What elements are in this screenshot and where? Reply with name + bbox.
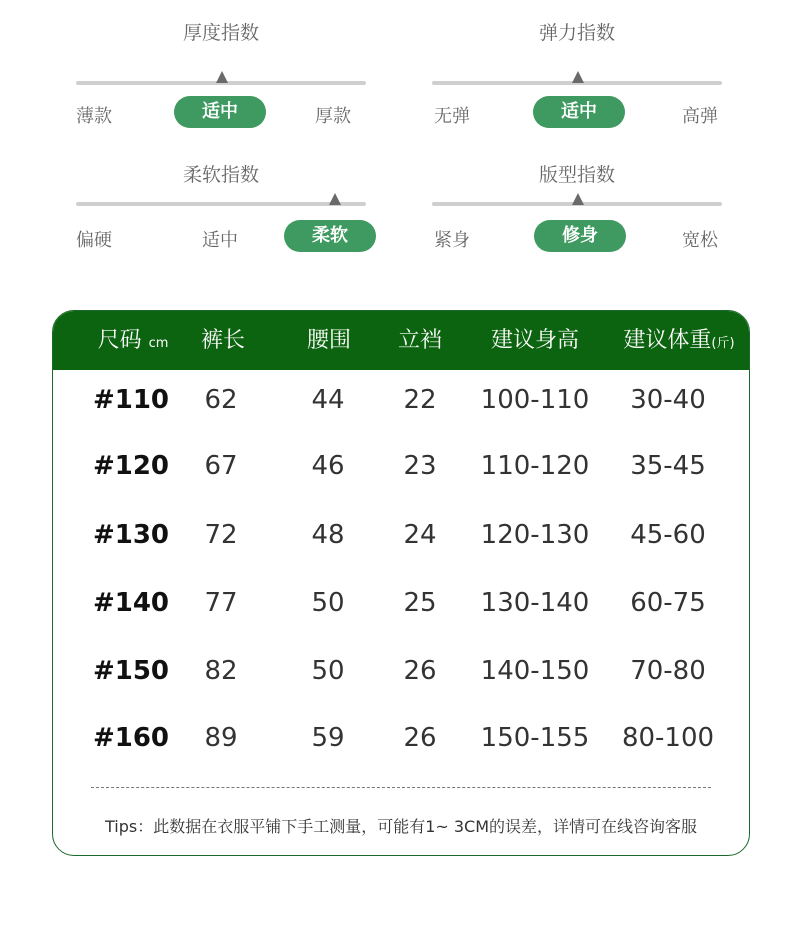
elasticity-index: [432, 18, 722, 138]
scale-title: 版型指数: [538, 164, 615, 186]
scale-label-right: 厚款: [315, 106, 351, 127]
cell-size: #120: [92, 451, 170, 481]
cell-size: #160: [92, 723, 170, 753]
cell-weight: 30-40: [630, 385, 706, 415]
cell-height: 120-130: [480, 520, 590, 550]
divider: [91, 787, 711, 788]
cell-size: #110: [92, 385, 170, 415]
header-weight-unit: (斤): [711, 336, 735, 351]
scale-label-selected: 修身: [534, 220, 626, 252]
scale-track: [76, 202, 366, 206]
cell-weight: 45-60: [630, 520, 706, 550]
scale-marker: [329, 193, 341, 205]
scale-label-right: 宽松: [682, 230, 718, 251]
scale-label-right: 高弹: [682, 106, 718, 127]
scale-label-selected: 柔软: [284, 220, 376, 252]
table-row: [53, 713, 749, 763]
scale-title: 厚度指数: [182, 22, 259, 44]
scale-title: 柔软指数: [182, 164, 259, 186]
cell-waist: 48: [311, 520, 345, 550]
cell-weight: 35-45: [630, 451, 706, 481]
cell-waist: 50: [311, 588, 345, 618]
table-row: [53, 375, 749, 425]
scale-label-left: 薄款: [76, 106, 112, 127]
scale-label-selected: 适中: [174, 96, 266, 128]
cell-size: #150: [92, 656, 170, 686]
header-size: 尺码 cm: [97, 328, 169, 353]
cell-weight: 60-75: [630, 588, 706, 618]
scale-marker: [572, 71, 584, 83]
cell-waist: 59: [311, 723, 345, 753]
cell-rise: 22: [403, 385, 437, 415]
cell-rise: 24: [403, 520, 437, 550]
header-rise: 立裆: [397, 328, 443, 353]
cell-rise: 23: [403, 451, 437, 481]
header-pants-length: 裤长: [200, 328, 246, 353]
cell-pants-length: 77: [204, 588, 238, 618]
header-waist: 腰围: [306, 328, 352, 353]
cell-height: 130-140: [480, 588, 590, 618]
header-weight: 建议体重(斤): [623, 328, 735, 353]
cell-height: 100-110: [480, 385, 590, 415]
cell-pants-length: 82: [204, 656, 238, 686]
cell-height: 110-120: [480, 451, 590, 481]
header-size-unit: cm: [148, 336, 169, 351]
cell-height: 150-155: [480, 723, 590, 753]
cell-waist: 50: [311, 656, 345, 686]
fit-index: [432, 160, 722, 280]
cell-size: #140: [92, 588, 170, 618]
tips-text: Tips：此数据在衣服平铺下手工测量，可能有1~ 3CM的误差，详情可在线咨询客服: [104, 817, 698, 836]
scale-label-left: 紧身: [434, 230, 470, 251]
table-row: [53, 578, 749, 628]
cell-rise: 26: [403, 723, 437, 753]
table-header: [53, 311, 749, 370]
cell-rise: 26: [403, 656, 437, 686]
cell-size: #130: [92, 520, 170, 550]
cell-pants-length: 89: [204, 723, 238, 753]
softness-index: [76, 160, 366, 280]
cell-weight: 80-100: [621, 723, 715, 753]
scale-title: 弹力指数: [538, 22, 615, 44]
header-height: 建议身高: [490, 328, 580, 353]
scale-label-left: 偏硬: [76, 230, 112, 251]
scale-label-selected: 适中: [533, 96, 625, 128]
scale-marker: [216, 71, 228, 83]
scale-label-mid: 适中: [202, 230, 238, 251]
cell-waist: 46: [311, 451, 345, 481]
cell-pants-length: 67: [204, 451, 238, 481]
table-row: [53, 441, 749, 491]
cell-weight: 70-80: [630, 656, 706, 686]
table-row: [53, 510, 749, 560]
cell-pants-length: 62: [204, 385, 238, 415]
thickness-index: [76, 18, 366, 138]
table-row: [53, 646, 749, 696]
scale-label-left: 无弹: [434, 106, 470, 127]
cell-height: 140-150: [480, 656, 590, 686]
cell-rise: 25: [403, 588, 437, 618]
cell-pants-length: 72: [204, 520, 238, 550]
size-table: [52, 310, 750, 856]
scale-marker: [572, 193, 584, 205]
cell-waist: 44: [311, 385, 345, 415]
